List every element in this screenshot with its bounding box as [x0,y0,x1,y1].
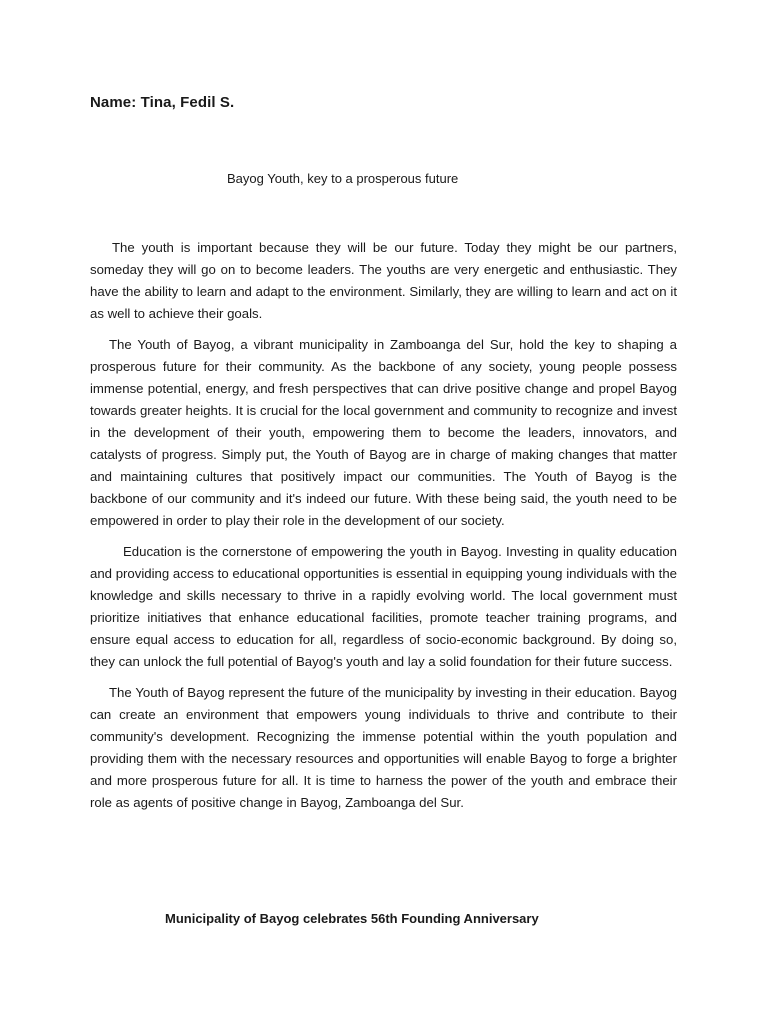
author-name: Name: Tina, Fedil S. [90,94,235,111]
paragraph-1: The youth is important because they will be our future. Today they might be our partners, someday they will go on to become leaders. The youths are very energetic and enthusiastic. They have the ability to learn and adapt to the environment. Similarly, they are willing to learn and act on it as well to achieve their goals. [90,240,677,321]
paragraph-2: The Youth of Bayog, a vibrant municipality in Zamboanga del Sur, hold the key to shaping a prosperous future for their community. As the backbone of any society, young people possess immense potential, energy, and fresh perspectives that can drive positive change and propel Bayog towards greater heights. It is crucial for the local government and community to recognize and invest in the development of their youth, empowering them to become the leaders, innovators, and catalysts of progress. Simply put, the Youth of Bayog are in charge of making changes that matter and maintaining cultures that positively impact our communities. The Youth of Bayog is the backbone of our community and it's indeed our future. With these being said, the youth need to be empowered in order to play their role in the development of our society. [90,337,677,528]
essay-title: Bayog Youth, key to a prosperous future [227,171,459,186]
essay-body [90,237,677,823]
paragraph-3: Education is the cornerstone of empowering the youth in Bayog. Investing in quality education and providing access to educational opportunities is essential in equipping young individuals with the knowledge and skills necessary to thrive in a rapidly evolving world. The local government must prioritize initiatives that enhance educational facilities, promote teacher training programs, and ensure equal access to education for all, regardless of socio-economic background. By doing so, they can unlock the full potential of Bayog's youth and lay a solid foundation for their future success. [90,544,677,669]
paragraph-4: The Youth of Bayog represent the future of the municipality by investing in their education. Bayog can create an environment that empowers young individuals to thrive and contribute to their community's development. Recognizing the immense potential within the youth population and providing them with the necessary resources and opportunities will enable Bayog to forge a brighter and more prosperous future for all. It is time to harness the power of the youth and embrace their role as agents of positive change in Bayog, Zamboanga del Sur. [90,685,677,810]
next-article-heading: Municipality of Bayog celebrates 56th Founding Anniversary [165,911,539,926]
